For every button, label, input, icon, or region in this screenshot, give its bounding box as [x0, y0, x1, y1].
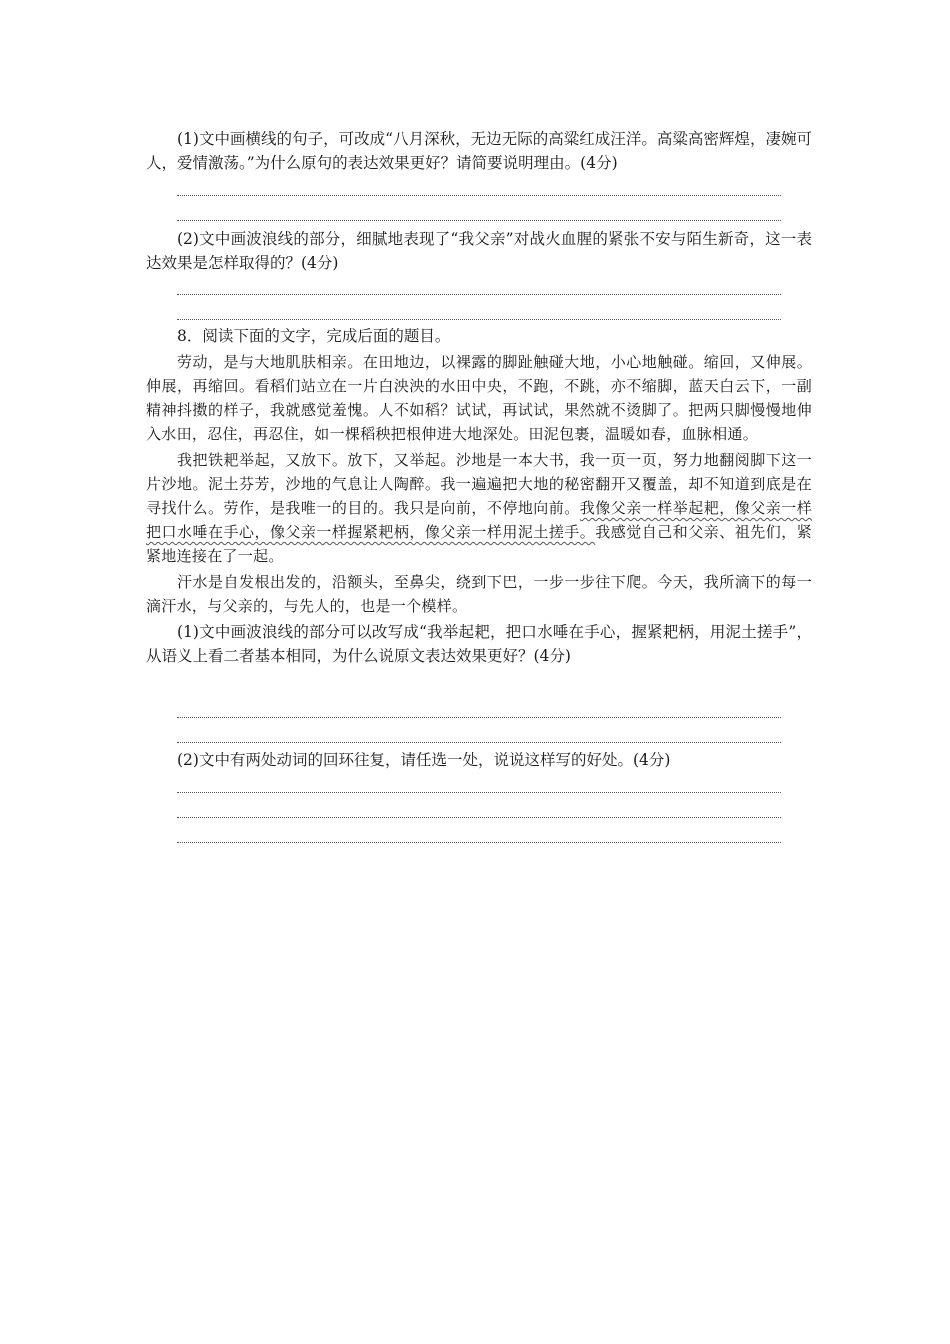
q8-heading: 8．阅读下面的文字，完成后面的题目。 [177, 327, 451, 345]
answer-line[interactable] [177, 792, 781, 793]
p2-text-before: 我把铁耙举起，又放下。放下，又举起。沙地是一本大书，我一页一页，努力地翻阅脚下这一片沙地。泥土芬芳，沙地的气息让人陶醉。我一遍遍把大地的秘密翻开又覆盖，却不知道到底是在寻找什么。劳作，是我唯一的目的。我只是向前，不停地向前。 [146, 451, 812, 517]
answer-line[interactable] [177, 817, 781, 818]
q8-passage-paragraph-3: 汗水是自发根出发的，沿额头，至鼻尖，绕到下巴，一步一步往下爬。今天，我所滴下的每一滴汗水，与父亲的，与先人的，也是一个模样。 [146, 573, 812, 615]
answer-line[interactable] [177, 294, 781, 295]
q7-sub2-block [146, 227, 812, 275]
answer-line[interactable] [177, 717, 781, 718]
p2-text-after: 我感觉自己和父亲、祖先们，紧紧地连接在了一起。 [146, 523, 813, 565]
wavy-underlined-text: 我像父亲一样举起耙，像父亲一样把口水唾在手心，像父亲一样握紧耙柄，像父亲一样用泥土搓手。 [146, 499, 812, 541]
q8-sub1-question: (1)文中画波浪线的部分可以改写成“我举起耙，把口水唾在手心，握紧耙柄，用泥土搓手”，从语义上看二者基本相同，为什么说原文表达效果更好？(4分) [146, 623, 812, 665]
answer-line[interactable] [177, 220, 781, 221]
q7-sub1-block [146, 127, 812, 175]
q8-sub2-block [146, 748, 812, 772]
q7-sub1-question: (1)文中画横线的句子，可改成“八月深秋，无边无际的高粱红成汪洋。高粱高密辉煌，凄婉可人，爱情激荡。”为什么原句的表达效果更好？请简要说明理由。(4分) [146, 130, 812, 172]
answer-line[interactable] [177, 195, 781, 196]
q7-sub2-question: (2)文中画波浪线的部分，细腻地表现了“我父亲”对战火血腥的紧张不安与陌生新奇，这一表达效果是怎样取得的？(4分) [146, 230, 812, 272]
answer-line[interactable] [177, 742, 781, 743]
q8-sub2-question: (2)文中有两处动词的回环往复，请任选一处，说说这样写的好处。(4分) [177, 751, 671, 769]
q8-passage-paragraph-2 [146, 448, 812, 568]
answer-line[interactable] [177, 842, 781, 843]
q8-passage-paragraph-1: 劳动，是与大地肌肤相亲。在田地边，以裸露的脚趾触碰大地，小心地触碰。缩回，又伸展。伸展，再缩回。看稻们站立在一片白泱泱的水田中央，不跑，不跳，亦不缩脚，蓝天白云下，一副精神抖擞的样子，我就感觉羞愧。人不如稻？试试，再试试，果然就不烫脚了。把两只脚慢慢地伸入水田，忍住，再忍住，如一棵稻秧把根伸进大地深处。田泥包裹，温暖如春，血脉相通。 [146, 353, 812, 443]
answer-line[interactable] [177, 319, 781, 320]
q8-passage-block [146, 324, 812, 668]
